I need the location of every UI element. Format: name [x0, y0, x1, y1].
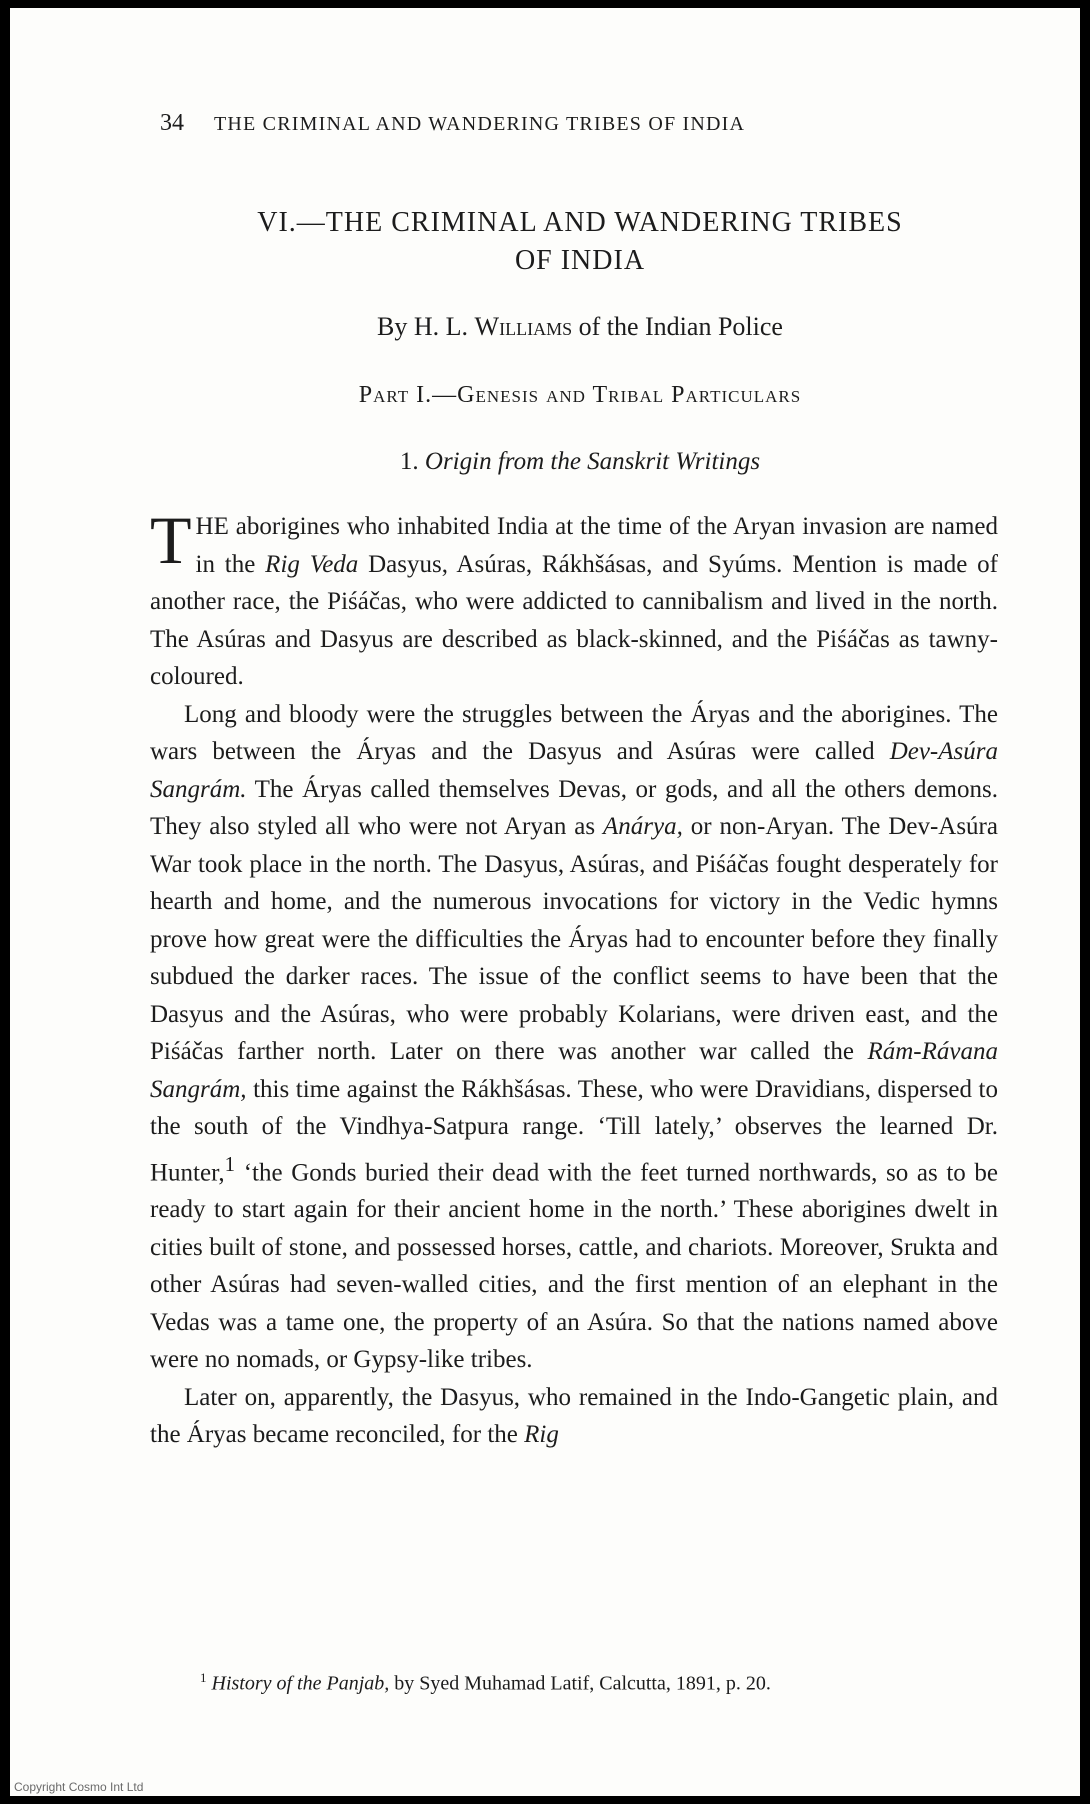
emphasis-ram-ravana: Rám-Rávana Sangrám, [150, 1038, 998, 1103]
copyright-notice: Copyright Cosmo Int Ltd [14, 1780, 144, 1794]
author-surname: Williams [474, 312, 573, 341]
section-heading [140, 448, 1020, 476]
chapter-title-line-1: VI.—THE CRIMINAL AND WANDERING TRIBES [257, 207, 903, 238]
part-heading: Part I.—Genesis and Tribal Particulars [358, 382, 802, 408]
running-head-title: THE CRIMINAL AND WANDERING TRIBES OF INDIA [214, 113, 746, 135]
body-text [150, 502, 998, 1454]
paragraph-3 [150, 1379, 998, 1454]
drop-cap: T [150, 502, 192, 578]
paragraph-1 [150, 502, 998, 696]
paragraph-2-text-e: ‘the Gonds buried their dead with the feet turned northwards, so as to be ready to start again for their ancient home in the north.’ These aborigines dwelt in cities built of stone, and possessed horses, cattle, and chariots. Moreover, Srukta and other Asúras had seven-walled cities, and the first mention of an elephant in the Vedas was a tame one, the property of an Asúra. So that the nations named above were no nomads, or Gypsy-like tribes. [150, 1158, 998, 1374]
footnote-title: History of the Panjab, [211, 1672, 390, 1695]
chapter-title [140, 204, 1020, 280]
page-number: 34 [160, 110, 184, 136]
byline-prefix: By H. L. [377, 312, 469, 341]
emphasis-rig-veda: Rig Veda [265, 550, 359, 578]
paragraph-3-text-a: Later on, apparently, the Dasyus, who remained in the Indo-Gangetic plain, and the Áryas became reconciled, for the [150, 1383, 998, 1449]
footnote-marker: 1 [224, 1151, 236, 1176]
paragraph-2-text-a: Long and bloody were the struggles between the Áryas and the aborigines. The wars between the Áryas and the Dasyus and Asúras were called [150, 700, 998, 765]
section-title: Origin from the Sanskrit Writings [424, 448, 761, 475]
footnote-number: 1 [200, 1670, 207, 1685]
paragraph-2-text-b: The Áryas called themselves Devas, or gods, and all the others demons. They also styled all who were not Aryan as [150, 775, 998, 840]
emphasis-dev-asura: Dev-Asúra Sangrám. [150, 738, 998, 803]
paragraph-1-text-a: HE aborigines who inhabited India at the time of the Aryan invasion are named in the [195, 513, 998, 578]
paragraph-2-text-d: this time against the Rákhšásas. These, who were Dravidians, dispersed to the south of the Vindhya-Satpura range. ‘Till lately,’ observes the learned Dr. Hunter, [150, 1075, 998, 1186]
byline-suffix: of the Indian Police [578, 312, 783, 341]
paragraph-2-text-c: or non-Aryan. The Dev-Asúra War took place in the north. The Dasyus, Asúras, and Piśáčas fought desperately for hearth and home, and the numerous invocations for victory in the Vedic hymns prove how great were the difficulties the Áryas had to encounter before they finally subdued the darker races. The issue of the conflict seems to have been that the Dasyus and the Asúras, who were probably Kolarians, were driven east, and the Piśáčas farther north. Later on there was another war called the [150, 813, 998, 1065]
running-head [160, 110, 1020, 137]
chapter-title-line-2: OF INDIA [514, 245, 646, 276]
paragraph-1-text-b: Dasyus, Asúras, Rákhšásas, and Syúms. Mention is made of another race, the Piśáčas, who were addicted to cannibalism and lived in the north. The Asúras and Dasyus are described as black-skinned, and the Piśáčas as tawny-coloured. [150, 550, 998, 690]
footnote [200, 1670, 1020, 1696]
book-page [10, 8, 1080, 1796]
section-number: 1. [399, 448, 419, 475]
emphasis-anarya: Anárya, [603, 813, 683, 840]
paragraph-2 [150, 696, 998, 1379]
byline [140, 312, 1020, 342]
footnote-text: by Syed Muhamad Latif, Calcutta, 1891, p. 20. [389, 1672, 771, 1695]
emphasis-rig: Rig [524, 1421, 559, 1449]
